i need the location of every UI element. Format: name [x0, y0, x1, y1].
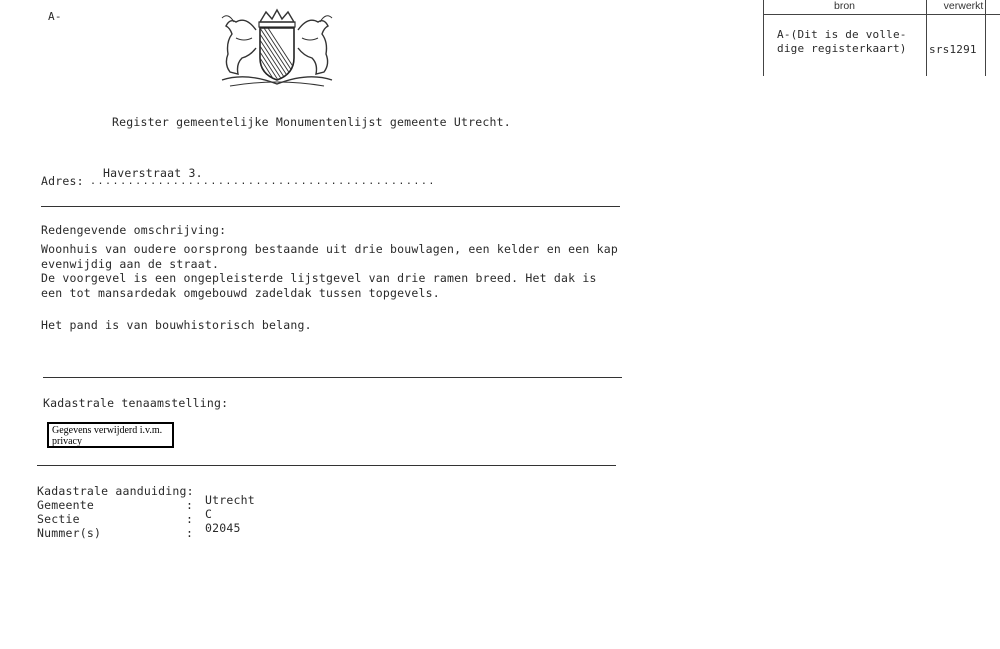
column-header-bron: bron — [833, 0, 855, 12]
gemeente-colon: : — [186, 498, 194, 512]
source-table — [763, 0, 1000, 76]
gemeente-value: Utrecht — [205, 493, 255, 507]
section-heading-tenaamstelling: Kadastrale tenaamstelling: — [43, 396, 229, 410]
sectie-colon: : — [186, 512, 194, 526]
divider — [43, 377, 622, 378]
column-header-verwerkt: verwerkt — [943, 0, 984, 12]
nummer-value: 02045 — [205, 521, 241, 535]
divider — [37, 465, 616, 466]
address-label: Adres: — [41, 174, 84, 188]
nummer-label: Nummer(s) — [37, 526, 102, 540]
heritage-statement: Het pand is van bouwhistorisch belang. — [41, 318, 312, 332]
coat-of-arms-icon — [216, 8, 338, 88]
address-value: Haverstraat 3. — [103, 166, 203, 180]
description-line: De voorgevel is een ongepleisterde lijstgevel van drie ramen breed. Het dak is — [41, 271, 597, 285]
page-title: Register gemeentelijke Monumentenlijst gemeente Utrecht. — [112, 115, 511, 129]
nummer-colon: : — [186, 526, 194, 540]
sectie-value: C — [205, 507, 213, 521]
section-heading-omschrijving: Redengevende omschrijving: — [41, 223, 227, 237]
section-heading-aanduiding: Kadastrale aanduiding: — [37, 484, 194, 498]
address-dotted-line: .............................................. — [90, 176, 436, 187]
privacy-notice-box: Gegevens verwijderd i.v.m. privacy — [47, 422, 174, 448]
description-line: een tot mansardedak omgebouwd zadeldak tussen topgevels. — [41, 285, 440, 300]
description-line: Woonhuis van oudere oorsprong bestaande uit drie bouwlagen, een kelder en een kap — [41, 242, 619, 256]
divider — [41, 206, 620, 207]
verwerkt-value: srs1291 — [929, 43, 977, 56]
bron-value: A-(Dit is de volle- dige registerkaart) — [777, 28, 907, 55]
document-code: A- — [48, 10, 62, 23]
description — [41, 242, 618, 300]
gemeente-label: Gemeente — [37, 498, 94, 512]
sectie-label: Sectie — [37, 512, 80, 526]
description-line: evenwijdig aan de straat. — [41, 256, 220, 271]
